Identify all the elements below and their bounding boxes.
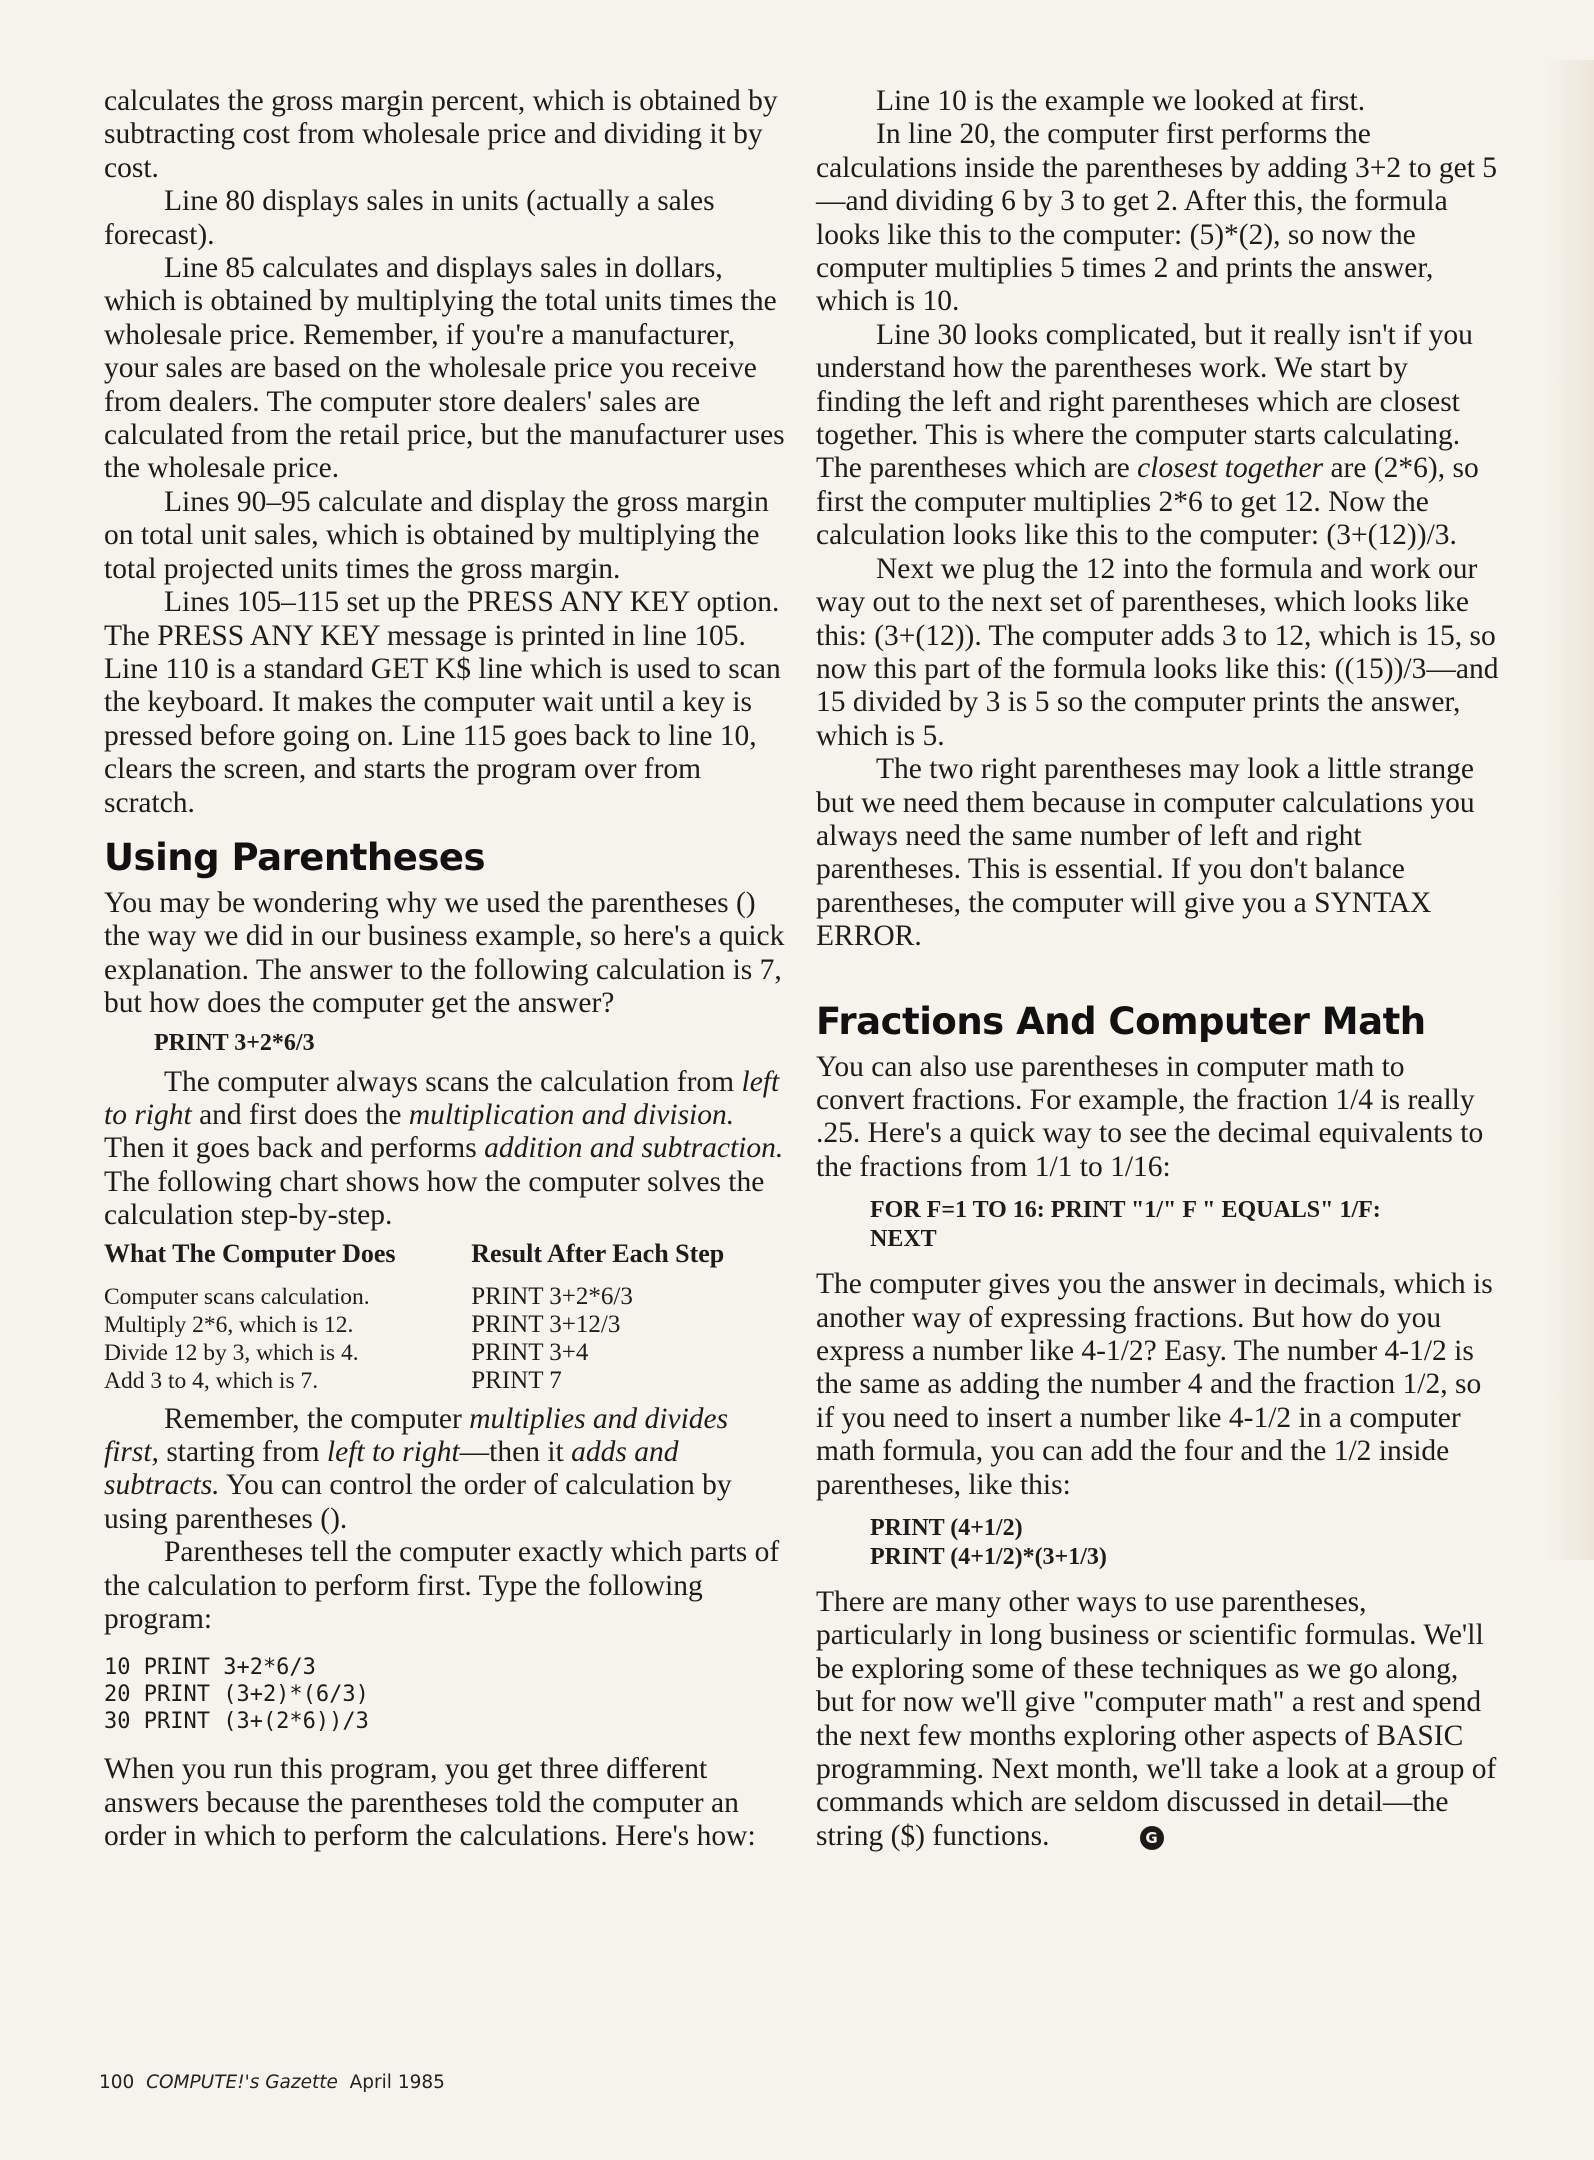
paragraph: Line 10 is the example we looked at first. bbox=[876, 85, 1366, 117]
paragraph: The computer always scans the calculation from left to right and first does the multiplication and division. Then it goes back and performs addition and subtraction. The following chart shows how the computer solves the calculation step-by-step. bbox=[104, 1065, 784, 1232]
code-line: 30 PRINT (3+(2*6))/3 bbox=[104, 1709, 369, 1735]
end-of-article-icon: G bbox=[1140, 1826, 1164, 1850]
code-example bbox=[870, 1514, 1500, 1572]
page-footer bbox=[99, 2072, 445, 2093]
step-result: PRINT 7 bbox=[471, 1366, 562, 1394]
step-action: Divide 12 by 3, which is 4. bbox=[104, 1339, 359, 1366]
program-listing bbox=[104, 1654, 790, 1735]
paragraph: Line 30 looks complicated, but it really isn't if you understand how the parentheses work. We start by finding the left and right parentheses which are closest together. This is where the computer starts calculating. The parentheses which are closest together are (2*6), so first the computer multiplies 2*6 to get 12. Now the calculation looks like this to the computer: (3+(12))/3. bbox=[816, 318, 1479, 552]
magazine-name: COMPUTE!'s Gazette bbox=[146, 2072, 338, 2093]
code-line: FOR F=1 TO 16: PRINT "1/" F " EQUALS" 1/F: bbox=[870, 1197, 1381, 1224]
table-row bbox=[104, 1283, 790, 1311]
right-column bbox=[816, 85, 1500, 1853]
code-example: PRINT 3+2*6/3 bbox=[154, 1029, 315, 1056]
step-result: PRINT 3+12/3 bbox=[471, 1310, 621, 1338]
paragraph: Lines 90–95 calculate and display the gross margin on total unit sales, which is obtained by multiplying the total projected units times the gross margin. bbox=[104, 485, 769, 585]
paragraph: There are many other ways to use parentheses, particularly in long business or scientific formulas. We'll be exploring some of these techniques as we go along, but for now we'll give "computer math" a rest and spend the next few months exploring other aspects of BASIC programming. Next month, we'll take a look at a group of commands which are seldom discussed in detail—the string ($) functions. G bbox=[816, 1586, 1497, 1852]
step-result: PRINT 3+2*6/3 bbox=[471, 1282, 633, 1310]
paragraph: You may be wondering why we used the parentheses () the way we did in our business example, so here's a quick explanation. The answer to the following calculation is 7, but how does the computer get the answer? bbox=[104, 886, 785, 1020]
step-action: Multiply 2*6, which is 12. bbox=[104, 1311, 354, 1338]
page-edge-shadow bbox=[1544, 60, 1594, 1560]
section-heading: Fractions And Computer Math bbox=[816, 999, 1426, 1043]
code-example bbox=[870, 1196, 1500, 1254]
paragraph: calculates the gross margin percent, which is obtained by subtracting cost from wholesale price and dividing it by cost. bbox=[104, 85, 778, 184]
table-header-row bbox=[104, 1239, 790, 1283]
paragraph: The computer gives you the answer in decimals, which is another way of expressing fractions. But how do you express a number like 4-1/2? Easy. The number 4-1/2 is the same as adding the number 4 and the fraction 1/2, so if you need to insert a number like 4-1/2 in a computer math formula, you can add the four and the 1/2 inside parentheses, like this: bbox=[816, 1268, 1493, 1501]
section-heading: Using Parentheses bbox=[104, 835, 485, 879]
paragraph: Parentheses tell the computer exactly which parts of the calculation to perform first. Type the following program: bbox=[104, 1536, 780, 1636]
column-header: Result After Each Step bbox=[471, 1238, 725, 1268]
paragraph: Line 80 displays sales in units (actually a sales forecast). bbox=[104, 185, 715, 251]
paragraph: You can also use parentheses in computer math to convert fractions. For example, the fraction 1/4 is really .25. Here's a quick way to see the decimal equivalents to the fractions from 1/1 to 1/16: bbox=[816, 1050, 1484, 1183]
step-result: PRINT 3+4 bbox=[471, 1338, 589, 1366]
column-header: What The Computer Does bbox=[104, 1238, 396, 1268]
code-line: PRINT (4+1/2)*(3+1/3) bbox=[870, 1544, 1107, 1571]
code-line: 20 PRINT (3+2)*(6/3) bbox=[104, 1682, 369, 1708]
paragraph: Line 85 calculates and displays sales in dollars, which is obtained by multiplying the total units times the wholesale price. Remember, if you're a manufacturer, your sales are based on the wholesale price you receive from dealers. The computer store dealers' sales are calculated from the retail price, but the manufacturer uses the wholesale price. bbox=[104, 252, 785, 485]
code-line: 10 PRINT 3+2*6/3 bbox=[104, 1655, 316, 1681]
paragraph: In line 20, the computer first performs the calculations inside the parentheses by adding 3+2 to get 5—and dividing 6 by 3 to get 2. After this, the formula looks like this to the computer: (5)*(2), so now the computer multiplies 5 times 2 and prints the answer, which is 10. bbox=[816, 118, 1498, 318]
page-number: 100 bbox=[99, 2072, 135, 2093]
code-line: NEXT bbox=[870, 1226, 937, 1253]
table-row bbox=[104, 1339, 790, 1367]
paragraph: The two right parentheses may look a little strange but we need them because in computer calculations you always need the same number of left and right parentheses. This is essential. If you don't balance parentheses, the computer will give you a SYNTAX ERROR. bbox=[816, 753, 1475, 953]
issue-date: April 1985 bbox=[349, 2072, 445, 2093]
paragraph: Next we plug the 12 into the formula and work our way out to the next set of parentheses, which looks like this: (3+(12)). The computer adds 3 to 12, which is 15, so now this part of the formula looks like this: ((15))/3—and 15 divided by 3 is 5 so the computer prints the answer, which is 5. bbox=[816, 552, 1499, 752]
step-action: Add 3 to 4, which is 7. bbox=[104, 1367, 319, 1394]
paragraph: When you run this program, you get three different answers because the parentheses told the computer an order in which to perform the calculations. Here's how: bbox=[104, 1753, 756, 1853]
step-action: Computer scans calculation. bbox=[104, 1283, 370, 1310]
table-row bbox=[104, 1367, 790, 1395]
table-row bbox=[104, 1311, 790, 1339]
code-line: PRINT (4+1/2) bbox=[870, 1515, 1023, 1542]
left-column bbox=[104, 85, 790, 1854]
paragraph: Remember, the computer multiplies and divides first, starting from left to right—then it adds and subtracts. You can control the order of calculation by using parentheses (). bbox=[104, 1402, 732, 1535]
calculation-steps-table bbox=[104, 1239, 790, 1395]
paragraph: Lines 105–115 set up the PRESS ANY KEY option. The PRESS ANY KEY message is printed in line 105. Line 110 is a standard GET K$ line which is used to scan the keyboard. It makes the computer wait until a key is pressed before going on. Line 115 goes back to line 10, clears the screen, and starts the program over from scratch. bbox=[104, 586, 781, 819]
